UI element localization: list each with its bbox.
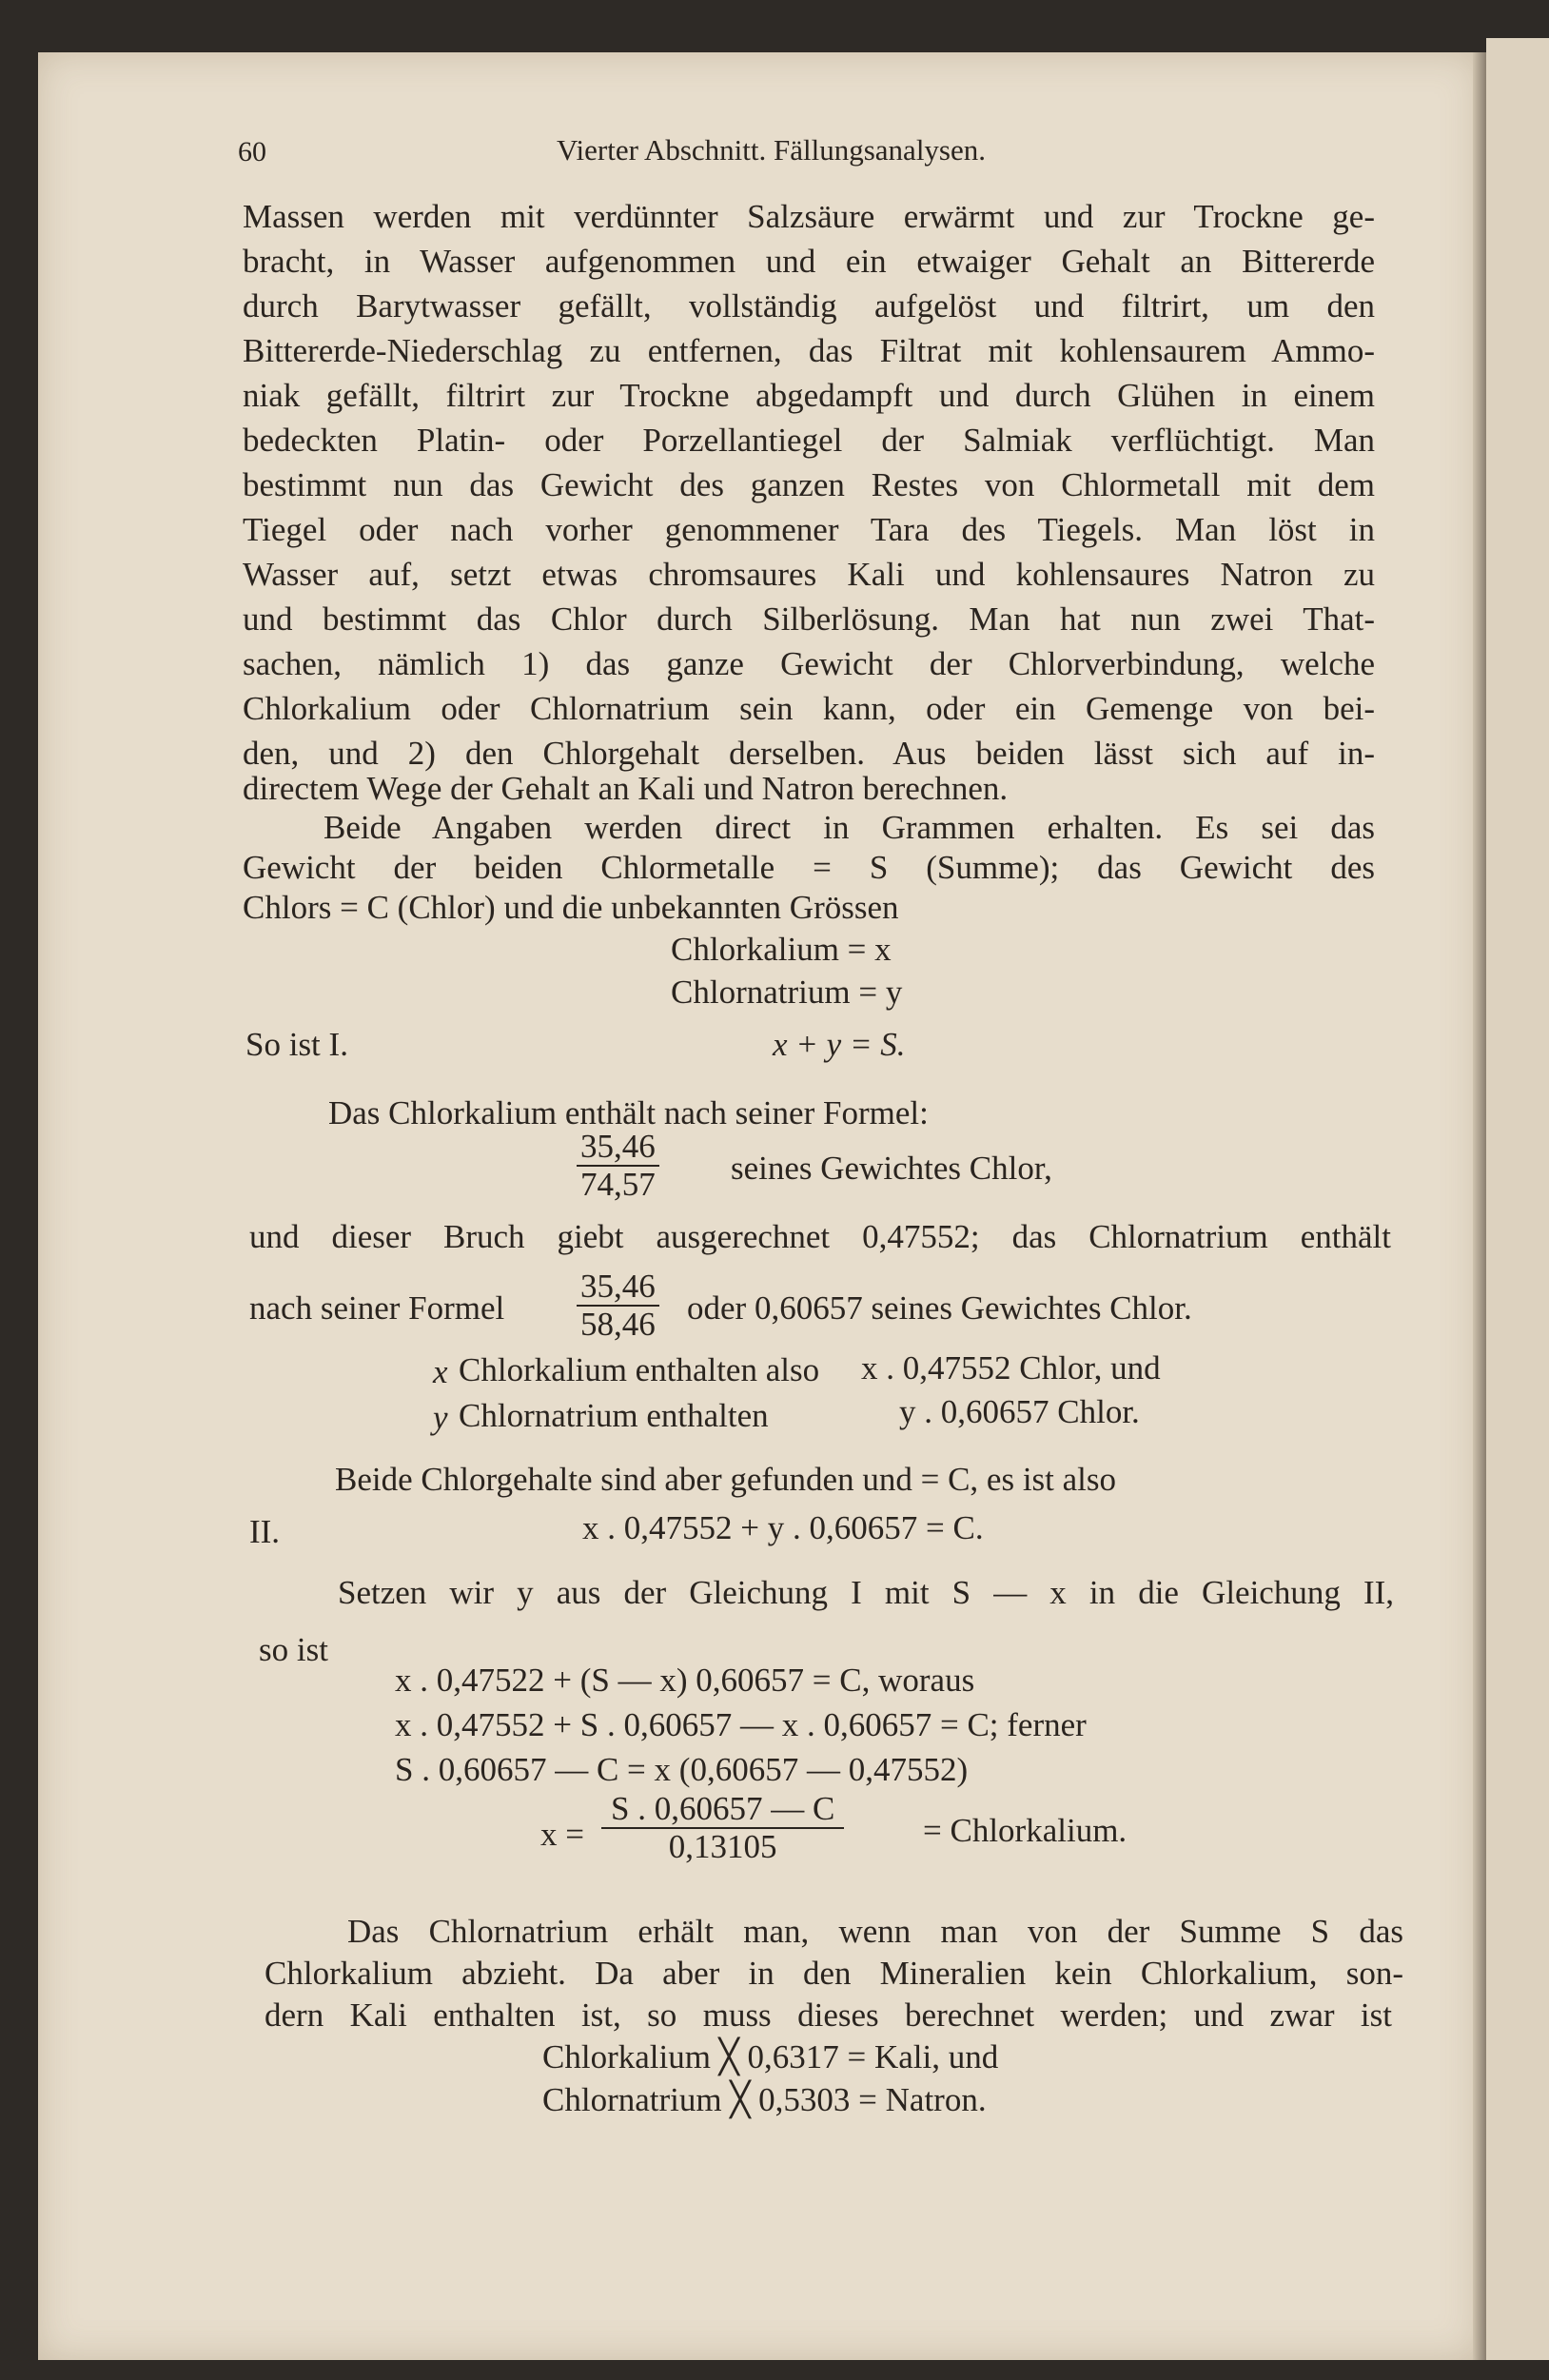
text-line: Tiegel oder nach vorher genommener Tara des Tiegels. Man löst in — [243, 511, 1375, 548]
result-fraction — [601, 1791, 844, 1865]
equation-ii: x . 0,47552 + y . 0,60657 = C. — [582, 1509, 984, 1546]
conversion-kali: Chlorkalium ╳ 0,6317 = Kali, und — [542, 2038, 999, 2075]
numerator: 35,46 — [577, 1129, 659, 1167]
text-line: y . 0,60657 Chlor. — [899, 1393, 1140, 1430]
text-line: Das Chlornatrium erhält man, wenn man von der Summe S das — [347, 1913, 1403, 1950]
equation-label: So ist I. — [245, 1026, 348, 1063]
text-line: niak gefällt, filtrirt zur Trockne abgedampft und durch Glühen in einem — [243, 377, 1375, 414]
text-line: nach seiner Formel — [249, 1289, 505, 1327]
page-gutter — [1473, 52, 1486, 2360]
text-line: directem Wege der Gehalt an Kali und Natron berechnen. — [243, 770, 1009, 807]
text-line: durch Barytwasser gefällt, vollständig aufgelöst und filtrirt, um den — [243, 287, 1375, 325]
text-line: Wasser auf, setzt etwas chromsaures Kali und kohlensaures Natron zu — [243, 556, 1375, 593]
derivation-line: S . 0,60657 — C = x (0,60657 — 0,47552) — [395, 1751, 969, 1788]
text-line: sachen, nämlich 1) das ganze Gewicht der Chlorverbindung, welche — [243, 645, 1375, 682]
text-line: Chlorkalium oder Chlornatrium sein kann, oder ein Gemenge von bei- — [243, 690, 1375, 727]
text-line: Chlorkalium abzieht. Da aber in den Mineralien kein Chlorkalium, son- — [265, 1955, 1403, 1992]
definition-chlornatrium: Chlornatrium = y — [671, 974, 903, 1011]
equation-label: II. — [249, 1513, 281, 1550]
text-line: Chlorkalium enthalten also — [459, 1351, 820, 1388]
fraction — [577, 1269, 659, 1343]
text-line: Setzen wir y aus der Gleichung I mit S — x in die Gleichung II, — [338, 1574, 1394, 1611]
text-line: Chlors = C (Chlor) und die unbekannten Grössen — [243, 889, 899, 926]
denominator: 0,13105 — [668, 1828, 777, 1865]
variable: x — [433, 1353, 448, 1390]
definition-chlorkalium: Chlorkalium = x — [671, 931, 892, 968]
derivation-line: x . 0,47552 + S . 0,60657 — x . 0,60657 = C; ferner — [395, 1706, 1087, 1743]
text-line: den, und 2) den Chlorgehalt derselben. Aus beiden lässt sich auf in- — [243, 735, 1375, 772]
text-line: Beide Angaben werden direct in Grammen erhalten. Es sei das — [324, 809, 1375, 846]
text-line: Chlornatrium enthalten — [459, 1397, 769, 1434]
text-line: dern Kali enthalten ist, so muss dieses berechnet werden; und zwar ist — [265, 1996, 1392, 2034]
result-lhs: x = — [540, 1816, 584, 1853]
text-line: so ist — [259, 1631, 328, 1668]
variable: y — [433, 1399, 448, 1436]
text-line: bedeckten Platin- oder Porzellantiegel der Salmiak verflüchtigt. Man — [243, 422, 1375, 459]
text-line: Beide Chlorgehalte sind aber gefunden und = C, es ist also — [335, 1461, 1117, 1498]
text-line: x . 0,47552 Chlor, und — [861, 1349, 1161, 1387]
numerator: 35,46 — [577, 1269, 659, 1307]
adjacent-page-edge — [1486, 38, 1549, 2360]
text-line: und dieser Bruch giebt ausgerechnet 0,47552; das Chlornatrium enthält — [249, 1218, 1391, 1255]
result-rhs: = Chlorkalium. — [923, 1812, 1127, 1849]
text-line: und bestimmt das Chlor durch Silberlösung. Man hat nun zwei That- — [243, 600, 1375, 638]
numerator: S . 0,60657 — C — [601, 1791, 844, 1829]
conversion-natron: Chlornatrium ╳ 0,5303 = Natron. — [542, 2081, 987, 2118]
fraction — [577, 1129, 659, 1203]
text-line: bracht, in Wasser aufgenommen und ein etwaiger Gehalt an Bittererde — [243, 243, 1375, 280]
denominator: 74,57 — [580, 1166, 656, 1203]
running-title: Vierter Abschnitt. Fällungsanalysen. — [557, 133, 986, 167]
equation-i: x + y = S. — [773, 1026, 906, 1063]
text-line: seines Gewichtes Chlor, — [731, 1150, 1052, 1187]
text-line: Bittererde-Niederschlag zu entfernen, das Filtrat mit kohlensaurem Ammo- — [243, 332, 1375, 369]
text-line: Das Chlorkalium enthält nach seiner Formel: — [328, 1094, 929, 1131]
denominator: 58,46 — [580, 1306, 656, 1343]
derivation-line: x . 0,47522 + (S — x) 0,60657 = C, woraus — [395, 1662, 975, 1699]
text-line: bestimmt nun das Gewicht des ganzen Restes von Chlormetall mit dem — [243, 466, 1375, 503]
text-line: oder 0,60657 seines Gewichtes Chlor. — [687, 1289, 1192, 1327]
text-line: Gewicht der beiden Chlormetalle = S (Summe); das Gewicht des — [243, 849, 1375, 886]
page-number: 60 — [238, 136, 266, 167]
text-line: Massen werden mit verdünnter Salzsäure erwärmt und zur Trockne ge- — [243, 198, 1375, 235]
